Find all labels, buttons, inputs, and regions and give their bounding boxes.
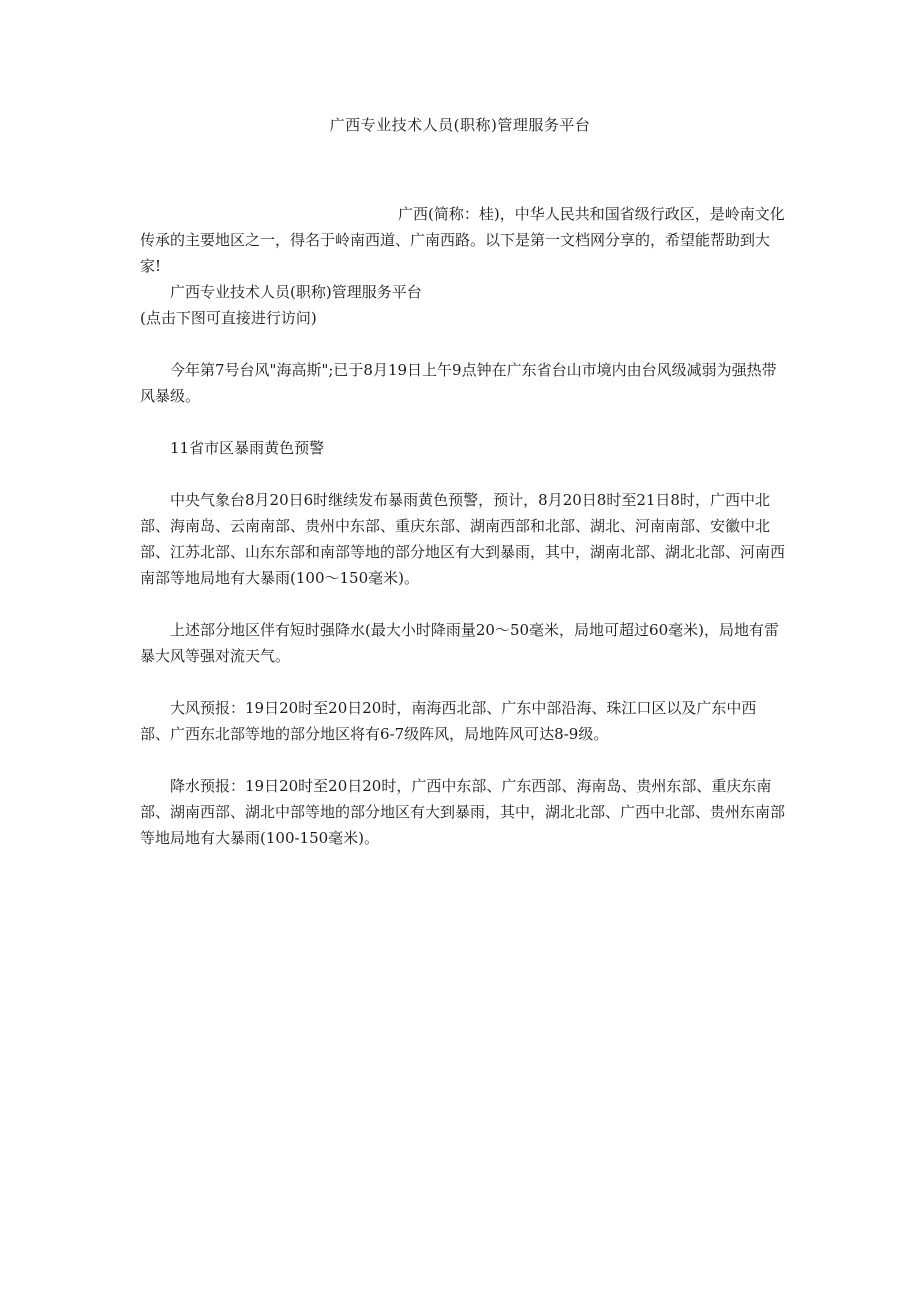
typhoon-paragraph: 今年第7号台风"海高斯";已于8月19日上午9点钟在广东省台山市境内由台风级减弱为强热带风暴级。 xyxy=(140,361,777,405)
document-body xyxy=(140,201,785,851)
cma-warning-paragraph: 中央气象台8月20日6时继续发布暴雨黄色预警，预计，8月20日8时至21日8时，广西中北部、海南岛、云南南部、贵州中东部、重庆东部、湖南西部和北部、湖北、河南南部、安徽中北部、江苏北部、山东东部和南部等地的部分地区有大到暴雨，其中，湖南北部、湖北北部、河南西南部等地局地有大暴雨(100～150毫米)。 xyxy=(140,491,786,587)
page-title: 广西专业技术人员(职称)管理服务平台 xyxy=(329,116,591,134)
wind-forecast-paragraph: 大风预报：19日20时至20日20时，南海西北部、广东中部沿海、珠江口区以及广东中西部、广西东北部等地的部分地区将有6-7级阵风，局地阵风可达8-9级。 xyxy=(140,699,757,743)
intro-paragraph: 广西(简称：桂)，中华人民共和国省级行政区，是岭南文化传承的主要地区之一，得名于岭南西道、广南西路。以下是第一文档网分享的，希望能帮助到大家! xyxy=(140,205,785,275)
rain-forecast-paragraph: 降水预报：19日20时至20日20时，广西中东部、广东西部、海南岛、贵州东部、重庆东南部、湖南西部、湖北中部等地的部分地区有大到暴雨，其中，湖北北部、广西中北部、贵州东南部等地局地有大暴雨(100-150毫米)。 xyxy=(140,777,786,847)
access-hint-link[interactable]: (点击下图可直接进行访问) xyxy=(140,309,317,327)
platform-name-paragraph: 广西专业技术人员(职称)管理服务平台 xyxy=(170,283,422,301)
short-rain-paragraph: 上述部分地区伴有短时强降水(最大小时降雨量20～50毫米，局地可超过60毫米)，局地有雷暴大风等强对流天气。 xyxy=(140,621,779,665)
warning-heading: 11省市区暴雨黄色预警 xyxy=(170,439,325,457)
